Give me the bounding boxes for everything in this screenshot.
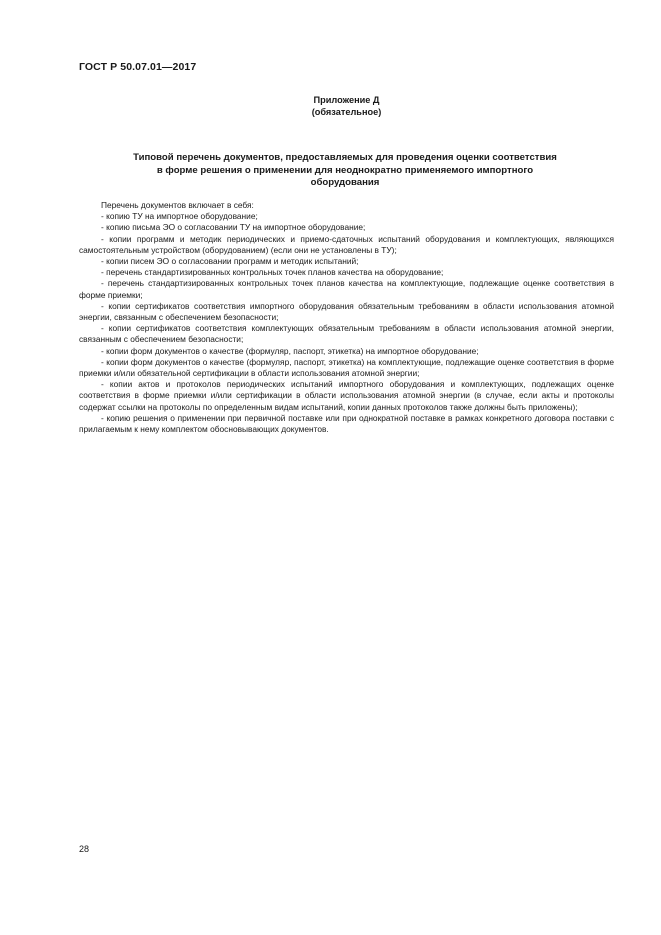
list-item: - копии форм документов о качестве (формуляр, паспорт, этикетка) на импортное оборудование; (101, 345, 479, 356)
list-item: - копию письма ЭО о согласовании ТУ на импортное оборудование; (101, 222, 366, 233)
list-item: - копии сертификатов соответствия импортного оборудования обязательным требованиям в области использования атомной энергии, связанным с обеспечением безопасности; (79, 300, 614, 323)
document-code: ГОСТ Р 50.07.01—2017 (79, 61, 197, 73)
list-item: - копии форм документов о качестве (формуляр, паспорт, этикетка) на комплектующие, подлежащие оценке соответствия в форме приемки и/или обязательной сертификации в области использования атомной энергии; (79, 356, 614, 379)
list-item: - перечень стандартизированных контрольных точек планов качества на оборудование; (101, 267, 444, 278)
section-heading: Типовой перечень документов, предоставляемых для проведения оценки соответствия в форме решения о применении для неоднократно применяемого импортного оборудования (133, 152, 557, 189)
appendix-status: (обязательное) (311, 107, 382, 117)
list-item: - копию ТУ на импортное оборудование; (101, 211, 258, 222)
document-body (79, 200, 614, 435)
list-item: - копии сертификатов соответствия комплектующих обязательным требованиям в области использования атомной энергии, связанным с обеспечением безопасности; (79, 323, 614, 345)
list-item: - копии писем ЭО о согласовании программ и методик испытаний; (101, 256, 359, 267)
appendix-title: Приложение Д (313, 95, 380, 105)
list-item: - копию решения о применении при первичной поставке или при однократной поставке в рамках конкретного договора поставки с прилагаемым к нему комплектом обосновывающих документов. (79, 412, 614, 435)
list-item: - копии актов и протоколов периодических испытаний импортного оборудования и комплектующих, подлежащих оценке соответствия в форме приемки и/или сертификации в области использования атомной энергии (в случае, если акты и протоколы содержат ссылки на протоколы по определенным видам испытаний, копии данных протоколов также должны быть приложены); (79, 379, 614, 412)
page-number: 28 (79, 844, 90, 854)
list-item: - перечень стандартизированных контрольных точек планов качества на комплектующие, подлежащие оценке соответствия в форме приемки; (79, 278, 614, 300)
intro-paragraph: Перечень документов включает в себя: (101, 200, 254, 210)
list-item: - копии программ и методик периодических и приемо-сдаточных испытаний оборудования и комплектующих, являющихся самостоятельным устройством (оборудованием) (если они не установлены в ТУ); (79, 233, 614, 255)
